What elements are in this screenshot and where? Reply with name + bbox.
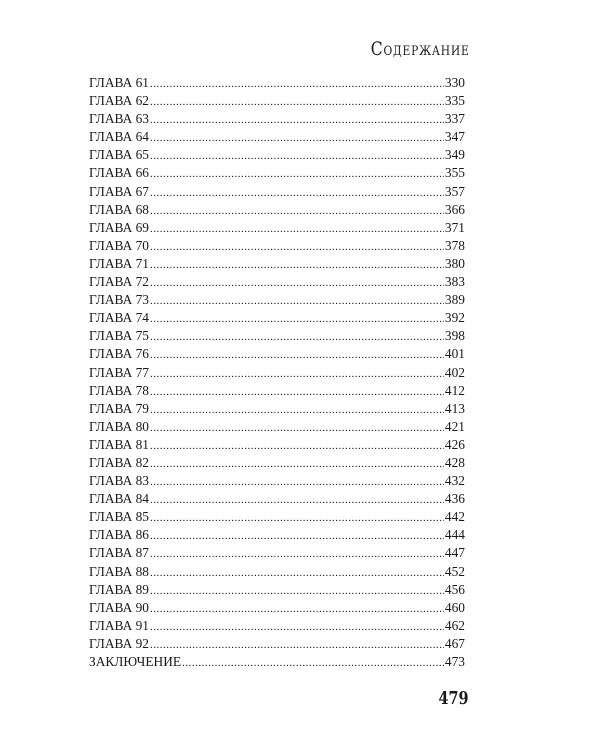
toc-entry[interactable]: [89, 418, 465, 436]
toc-entry-page: 432: [444, 473, 465, 489]
toc-entry-page: 357: [444, 183, 465, 199]
toc-entry-page: 402: [444, 364, 465, 380]
dot-leader: [150, 129, 444, 147]
toc-entry-page: 383: [444, 274, 465, 290]
toc-entry[interactable]: [89, 364, 465, 382]
toc-entry-label: ГЛАВА 70: [89, 237, 149, 253]
toc-entry-page: 371: [444, 219, 465, 235]
dot-leader: [150, 93, 444, 111]
dot-leader: [150, 491, 444, 509]
toc-entry[interactable]: [89, 327, 465, 345]
page-number: 479: [438, 688, 469, 709]
toc-entry-label: ГЛАВА 84: [89, 491, 149, 507]
toc-entry[interactable]: [89, 237, 465, 255]
toc-entry-label: ГЛАВА 80: [89, 418, 149, 434]
table-of-contents: [89, 74, 465, 671]
toc-entry[interactable]: [89, 490, 465, 508]
toc-entry-label: ГЛАВА 61: [89, 75, 149, 90]
toc-entry-label: ГЛАВА 78: [89, 382, 149, 398]
toc-entry-label: ГЛАВА 69: [89, 219, 149, 235]
toc-entry-label: ЗАКЛЮЧЕНИЕ: [89, 654, 182, 669]
toc-entry-page: 412: [444, 382, 465, 398]
dot-leader: [150, 600, 444, 618]
toc-entry[interactable]: [89, 635, 465, 653]
toc-entry-page: 378: [444, 237, 465, 253]
toc-entry-label: ГЛАВА 81: [89, 436, 149, 452]
toc-entry-label: ГЛАВА 79: [89, 400, 149, 416]
dot-leader: [150, 545, 444, 563]
toc-entry-label: ГЛАВА 87: [89, 545, 149, 561]
toc-entry-label: ГЛАВА 68: [89, 201, 149, 217]
toc-entry[interactable]: [89, 653, 465, 671]
toc-entry-page: 355: [444, 165, 465, 181]
dot-leader: [150, 618, 444, 636]
toc-entry[interactable]: [89, 201, 465, 219]
toc-entry-page: 426: [444, 436, 465, 452]
dot-leader: [150, 636, 444, 654]
toc-entry-label: ГЛАВА 62: [89, 93, 149, 109]
toc-entry-label: ГЛАВА 85: [89, 509, 149, 525]
toc-entry[interactable]: [89, 382, 465, 400]
toc-entry-label: ГЛАВА 63: [89, 111, 149, 127]
toc-entry-label: ГЛАВА 72: [89, 274, 149, 290]
toc-entry[interactable]: [89, 617, 465, 635]
toc-entry-label: ГЛАВА 86: [89, 527, 149, 543]
toc-entry-page: 447: [444, 545, 465, 561]
toc-entry-page: 347: [444, 129, 465, 145]
toc-entry-label: ГЛАВА 74: [89, 310, 149, 326]
toc-entry[interactable]: [89, 526, 465, 544]
dot-leader: [150, 564, 444, 582]
toc-entry[interactable]: [89, 291, 465, 309]
toc-entry-page: 366: [444, 201, 465, 217]
dot-leader: [150, 365, 444, 383]
toc-entry-page: 413: [444, 400, 465, 416]
toc-entry[interactable]: [89, 92, 465, 110]
toc-entry-page: 335: [444, 93, 465, 109]
toc-entry[interactable]: [89, 581, 465, 599]
toc-entry[interactable]: [89, 472, 465, 490]
toc-entry-label: ГЛАВА 83: [89, 473, 149, 489]
toc-entry-page: 428: [444, 454, 465, 470]
toc-entry[interactable]: [89, 74, 465, 92]
toc-entry-label: ГЛАВА 90: [89, 599, 149, 615]
toc-entry-page: 349: [444, 147, 465, 163]
dot-leader: [150, 75, 444, 93]
dot-leader: [150, 437, 444, 455]
dot-leader: [150, 292, 444, 310]
toc-entry[interactable]: [89, 273, 465, 291]
toc-entry[interactable]: [89, 309, 465, 327]
toc-entry[interactable]: [89, 400, 465, 418]
toc-entry-label: ГЛАВА 64: [89, 129, 149, 145]
toc-entry-page: 460: [444, 599, 465, 615]
toc-entry-page: 421: [444, 418, 465, 434]
toc-entry-label: ГЛАВА 75: [89, 328, 149, 344]
dot-leader: [150, 346, 444, 364]
dot-leader: [182, 654, 444, 672]
toc-entry-page: 467: [444, 635, 465, 651]
toc-entry-page: 442: [444, 509, 465, 525]
toc-entry-label: ГЛАВА 89: [89, 581, 149, 597]
toc-entry-page: 337: [444, 111, 465, 127]
page-header-title: Содержание: [371, 38, 470, 60]
toc-entry[interactable]: [89, 599, 465, 617]
dot-leader: [150, 256, 444, 274]
dot-leader: [150, 328, 444, 346]
toc-entry-label: ГЛАВА 65: [89, 147, 149, 163]
toc-entry[interactable]: [89, 563, 465, 581]
dot-leader: [150, 455, 444, 473]
toc-entry-page: 456: [444, 581, 465, 597]
toc-entry-page: 389: [444, 292, 465, 308]
toc-entry-page: 452: [444, 563, 465, 579]
toc-entry-page: 401: [444, 346, 465, 362]
toc-entry-label: ГЛАВА 91: [89, 617, 149, 633]
toc-entry-label: ГЛАВА 67: [89, 183, 149, 199]
toc-entry-page: 392: [444, 310, 465, 326]
toc-entry[interactable]: [89, 110, 465, 128]
dot-leader: [150, 220, 444, 238]
dot-leader: [150, 202, 444, 220]
dot-leader: [150, 582, 444, 600]
dot-leader: [150, 401, 444, 419]
dot-leader: [150, 310, 444, 328]
toc-entry[interactable]: [89, 219, 465, 237]
dot-leader: [150, 165, 444, 183]
dot-leader: [150, 184, 444, 202]
dot-leader: [150, 473, 444, 491]
dot-leader: [150, 111, 444, 129]
toc-entry-page: 473: [444, 654, 465, 669]
toc-entry[interactable]: [89, 164, 465, 182]
dot-leader: [150, 238, 444, 256]
toc-entry[interactable]: [89, 436, 465, 454]
toc-entry-label: ГЛАВА 82: [89, 454, 149, 470]
toc-entry[interactable]: [89, 183, 465, 201]
toc-entry[interactable]: [89, 508, 465, 526]
dot-leader: [150, 419, 444, 437]
toc-entry-label: ГЛАВА 77: [89, 364, 149, 380]
toc-entry-page: 398: [444, 328, 465, 344]
toc-entry[interactable]: [89, 255, 465, 273]
toc-entry[interactable]: [89, 345, 465, 363]
toc-entry[interactable]: [89, 128, 465, 146]
toc-entry-label: ГЛАВА 88: [89, 563, 149, 579]
dot-leader: [150, 527, 444, 545]
toc-entry[interactable]: [89, 454, 465, 472]
toc-entry-page: 380: [444, 255, 465, 271]
toc-entry-label: ГЛАВА 92: [89, 635, 149, 651]
toc-entry-page: 436: [444, 491, 465, 507]
toc-entry-label: ГЛАВА 66: [89, 165, 149, 181]
dot-leader: [150, 274, 444, 292]
dot-leader: [150, 383, 444, 401]
toc-entry-page: 444: [444, 527, 465, 543]
toc-entry[interactable]: [89, 146, 465, 164]
toc-entry-page: 330: [444, 75, 465, 90]
toc-entry-label: ГЛАВА 76: [89, 346, 149, 362]
dot-leader: [150, 147, 444, 165]
toc-entry-label: ГЛАВА 71: [89, 255, 149, 271]
toc-entry-label: ГЛАВА 73: [89, 292, 149, 308]
toc-entry[interactable]: [89, 544, 465, 562]
toc-entry-page: 462: [444, 617, 465, 633]
dot-leader: [150, 509, 444, 527]
